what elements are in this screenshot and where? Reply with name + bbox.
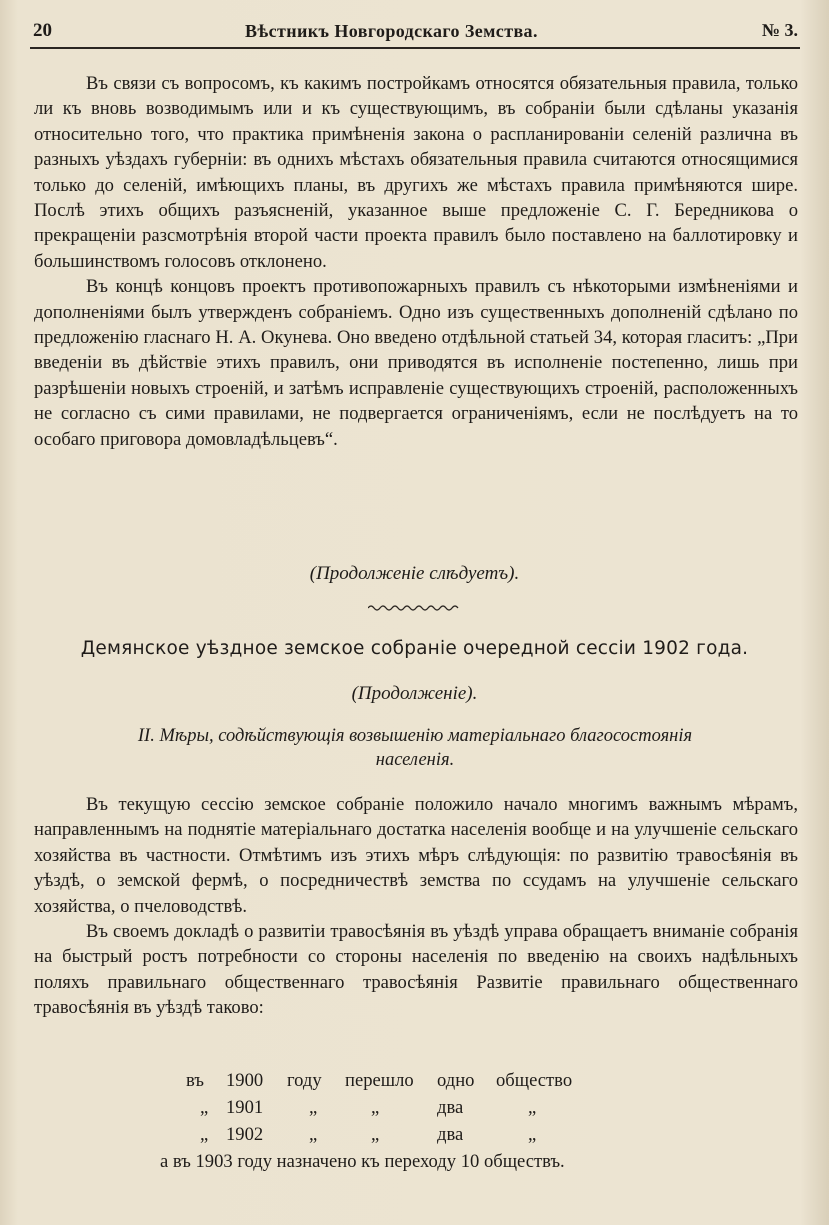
list-year: 1901 bbox=[226, 1097, 264, 1118]
list-year: 1900 bbox=[226, 1070, 264, 1091]
section-heading-line: населенія. bbox=[375, 750, 455, 770]
page-number: 20 bbox=[33, 20, 52, 41]
section2-text bbox=[34, 792, 798, 1021]
page-header bbox=[33, 20, 798, 46]
article-title: Демянское уѣздное земское собраніе очередной сессіи 1902 года. bbox=[80, 638, 749, 659]
issue-number: № 3. bbox=[761, 20, 798, 40]
journal-title: Вѣстникъ Новгородскаго Земства. bbox=[245, 21, 538, 41]
list-noun: „ bbox=[528, 1124, 537, 1145]
list-verb: перешло bbox=[345, 1070, 414, 1091]
list-verb: „ bbox=[371, 1124, 380, 1145]
list-word: „ bbox=[309, 1097, 318, 1118]
list-word: „ bbox=[309, 1124, 318, 1145]
list-year: 1902 bbox=[226, 1124, 264, 1145]
list-word: году bbox=[287, 1070, 322, 1091]
section1-text bbox=[34, 71, 798, 452]
list-prefix: въ bbox=[186, 1070, 204, 1091]
list-count: два bbox=[437, 1124, 464, 1145]
wavy-separator bbox=[368, 604, 460, 612]
list-noun: общество bbox=[496, 1070, 573, 1091]
continuation-note: (Продолженіе слѣдуетъ). bbox=[309, 563, 520, 584]
list-prefix: „ bbox=[200, 1124, 209, 1145]
list-final-text: а въ 1903 году назначено къ переходу 10 обществъ. bbox=[160, 1151, 565, 1172]
paragraph: Въ своемъ докладѣ о развитіи травосѣянія въ уѣздѣ управа обращаетъ вниманіе собранія на быстрый ростъ потребности со стороны населенія по введенію на своихъ надѣльныхъ поляхъ правильнаго общественнаго травосѣянія Развитіе правильнаго общественнаго травосѣянія въ уѣздѣ таково: bbox=[34, 921, 798, 1019]
list-prefix: „ bbox=[200, 1097, 209, 1118]
section-heading-line: II. Мѣры, содѣйствующія возвышенію матеріальнаго благосостоянія bbox=[137, 726, 693, 746]
paragraph: Въ концѣ концовъ проектъ противопожарныхъ правилъ съ нѣкоторыми измѣненіями и дополненіями былъ утвержденъ собраніемъ. Одно изъ существенныхъ дополненій сдѣлано по предложенію гласнаго Н. А. Окунева. Оно введено отдѣльной статьей 34, которая гласитъ: „При введеніи въ дѣйствіе этихъ правилъ, они приводятся въ исполненіе постепенно, лишь при разрѣшеніи новыхъ строеній, и затѣмъ исправленіе существующихъ строеній, расположенныхъ не согласно съ сими правилами, не подвергается ограниченіямъ, если не послѣдуетъ на то особаго приговора домовладѣльцевъ“. bbox=[34, 276, 798, 450]
list-verb: „ bbox=[371, 1097, 380, 1118]
list-count: два bbox=[437, 1097, 464, 1118]
header-rule bbox=[30, 47, 800, 49]
article-subtitle: (Продолженіе). bbox=[351, 683, 478, 704]
section-heading bbox=[60, 724, 770, 772]
paragraph: Въ связи съ вопросомъ, къ какимъ постройкамъ относятся обязательныя правила, только ли къ вновь возводимымъ или и къ существующимъ, въ собраніи были сдѣланы указанія относительно того, что практика примѣненія закона о распланированіи селеній различна въ разныхъ уѣздахъ губерніи: въ однихъ мѣстахъ обязательныя правила считаются относящимися только до селеній, имѣющихъ планы, въ другихъ же мѣстахъ правила примѣняются шире. Послѣ этихъ общихъ разъясненій, указанное выше предложеніе С. Г. Бередникова о прекращеніи разсмотрѣнія второй части проекта правилъ было поставлено на баллотировку и большинствомъ голосовъ отклонено. bbox=[34, 73, 798, 272]
paragraph: Въ текущую сессію земское собраніе положило начало многимъ важнымъ мѣрамъ, направленнымъ на поднятіе матеріальнаго достатка населенія вообще и на улучшеніе сельскаго хозяйства въ частности. Отмѣтимъ изъ этихъ мѣръ слѣдующія: по развитію травосѣянія въ уѣздѣ, о земской фермѣ, о посредничествѣ земства по ссудамъ на улучшеніе сельскаго хозяйства, о пчеловодствѣ. bbox=[34, 794, 798, 917]
list-count: одно bbox=[437, 1070, 475, 1091]
list-noun: „ bbox=[528, 1097, 537, 1118]
